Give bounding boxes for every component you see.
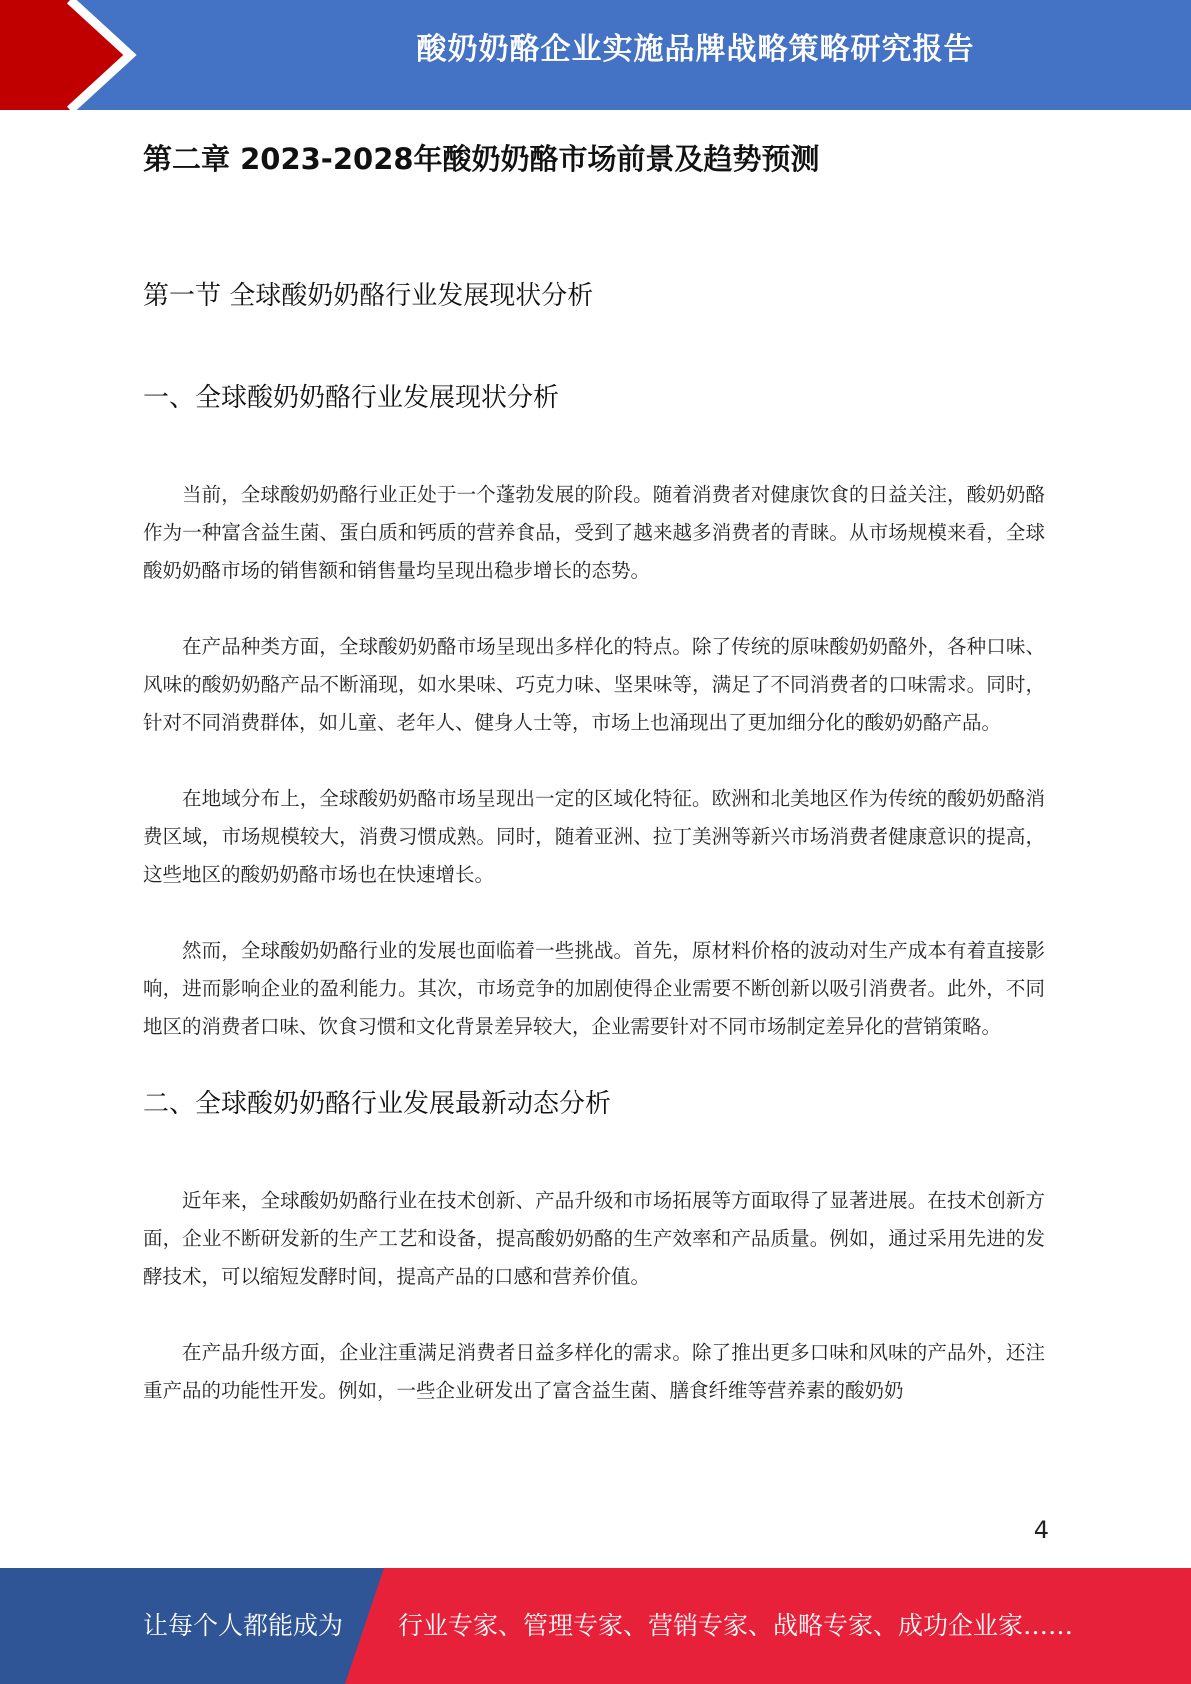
paragraph: 在产品升级方面，企业注重满足消费者日益多样化的需求。除了推出更多口味和风味的产品外，还注重产品的功能性开发。例如，一些企业研发出了富含益生菌、膳食纤维等营养素的酸奶奶 xyxy=(143,1341,1045,1402)
footer-slogan-right: 行业专家、管理专家、营销专家、战略专家、成功企业家…… xyxy=(398,1611,1074,1640)
report-title: 酸奶奶酪企业实施品牌战略策略研究报告 xyxy=(416,32,975,67)
paragraph: 然而，全球酸奶奶酪行业的发展也面临着一些挑战。首先，原材料价格的波动对生产成本有着直接影响，进而影响企业的盈利能力。其次，市场竞争的加剧使得企业需要不断创新以吸引消费者。此外，不同地区的消费者口味、饮食习惯和文化背景差异较大，企业需要针对不同市场制定差异化的营销策略。 xyxy=(143,939,1045,1038)
page-content xyxy=(143,130,1045,1410)
paragraph: 近年来，全球酸奶奶酪行业在技术创新、产品升级和市场拓展等方面取得了显著进展。在技术创新方面，企业不断研发新的生产工艺和设备，提高酸奶奶酪的生产效率和产品质量。例如，通过采用先进的发酵技术，可以缩短发酵时间，提高产品的口感和营养价值。 xyxy=(143,1189,1045,1288)
footer-slogan-left: 让每个人都能成为 xyxy=(143,1611,344,1640)
paragraph: 当前，全球酸奶奶酪行业正处于一个蓬勃发展的阶段。随着消费者对健康饮食的日益关注，酸奶奶酪作为一种富含益生菌、蛋白质和钙质的营养食品，受到了越来越多消费者的青睐。从市场规模来看，全球酸奶奶酪市场的销售额和销售量均呈现出稳步增长的态势。 xyxy=(143,483,1045,582)
page-header xyxy=(0,0,1191,110)
subsection-title-2: 二、全球酸奶奶酪行业发展最新动态分析 xyxy=(143,1089,612,1119)
chapter-title: 第二章 2023-2028年酸奶奶酪市场前景及趋势预测 xyxy=(143,142,820,176)
subsection-title-1: 一、全球酸奶奶酪行业发展现状分析 xyxy=(143,383,560,413)
section-title: 第一节 全球酸奶奶酪行业发展现状分析 xyxy=(143,281,594,311)
page-number: 4 xyxy=(1033,1516,1049,1544)
paragraph: 在产品种类方面，全球酸奶奶酪市场呈现出多样化的特点。除了传统的原味酸奶奶酪外，各种口味、风味的酸奶奶酪产品不断涌现，如水果味、巧克力味、坚果味等，满足了不同消费者的口味需求。同时，针对不同消费群体，如儿童、老年人、健身人士等，市场上也涌现出了更加细分化的酸奶奶酪产品。 xyxy=(143,635,1045,734)
paragraph: 在地域分布上，全球酸奶奶酪市场呈现出一定的区域化特征。欧洲和北美地区作为传统的酸奶奶酪消费区域，市场规模较大，消费习惯成熟。同时，随着亚洲、拉丁美洲等新兴市场消费者健康意识的提高，这些地区的酸奶奶酪市场也在快速增长。 xyxy=(143,787,1045,886)
page-footer xyxy=(0,1568,1191,1684)
